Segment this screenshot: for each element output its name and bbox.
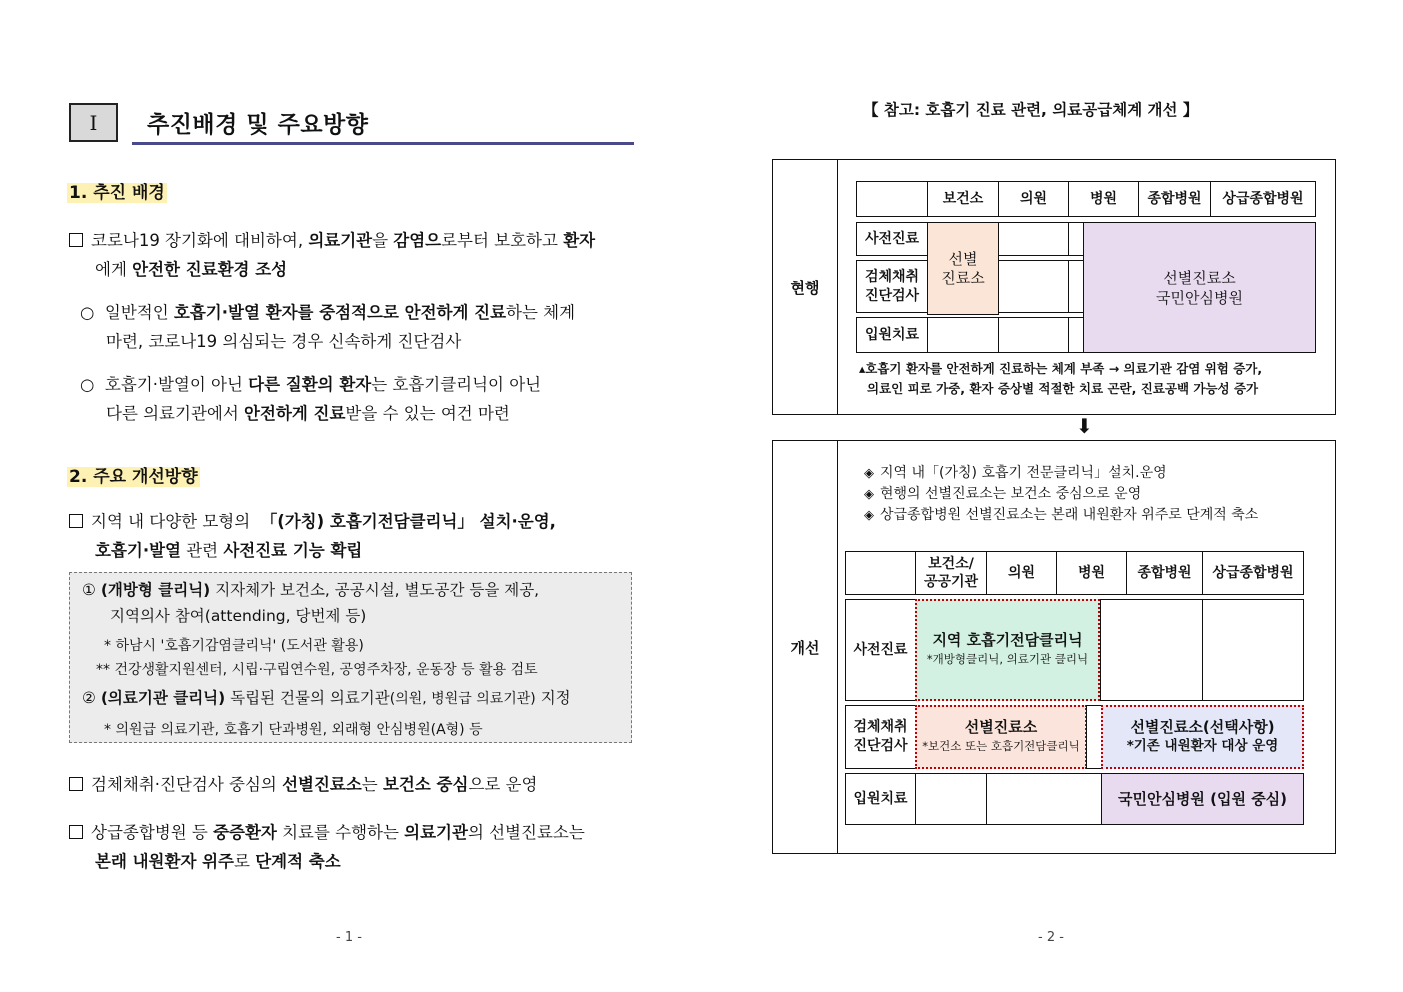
paragraph-line — [80, 298, 640, 327]
paragraph-line — [69, 536, 639, 565]
paragraph-line — [69, 847, 639, 876]
diamond-bullet-icon: ◈ — [864, 466, 874, 481]
current-system-panel — [772, 159, 1336, 415]
empty-cell — [998, 260, 1069, 313]
screening-optional-title: 선별진료소(선택사항) — [1130, 718, 1275, 736]
text-span: 일반적인 — [104, 303, 169, 322]
empty-cell — [927, 317, 999, 353]
text-bold: 단계적 축소 — [255, 852, 341, 871]
screening-public-cell — [915, 705, 1087, 769]
safe-hospital-cell: 국민안심병원 (입원 중심) — [1101, 773, 1304, 825]
text-bold: 안전한 진료환경 조성 — [132, 260, 288, 279]
checkbox-square-icon — [69, 777, 83, 791]
diamond-bullet-icon: ◈ — [864, 508, 874, 523]
screening-optional-cell — [1101, 705, 1304, 769]
note-item-2 — [82, 685, 571, 712]
checkbox-square-icon — [69, 514, 83, 528]
text-span: 로부터 보호하고 — [441, 231, 558, 250]
text-span: 상급종합병원 선별진료소는 본래 내원환자 위주로 단계적 축소 — [880, 507, 1259, 523]
empty-cell — [998, 317, 1069, 353]
corner-cell — [845, 551, 916, 595]
text-span: 받을 수 있는 여건 마련 — [345, 404, 510, 423]
problem-note-line: ▴호흡기 환자를 안전하게 진료하는 체계 부족 → 의료기관 감염 위험 증가, — [859, 361, 1263, 376]
column-header: 보건소/ 공공기관 — [915, 551, 987, 595]
column-header: 종합병원 — [1126, 551, 1203, 595]
row-header: 검체채취 진단검사 — [856, 260, 928, 313]
footnote-2: ** 건강생활지원센터, 시립·구립연수원, 공영주차장, 운동장 등 활용 검토 — [96, 662, 538, 678]
improved-system-panel — [772, 440, 1336, 854]
problem-note — [859, 359, 1262, 399]
clinic-subtitle: *개방형클리닉, 의료기관 클리닉 — [926, 652, 1089, 666]
footnote-3: * 의원급 의료기관, 호흡기 단과병원, 외래형 안심병원(A형) 등 — [104, 722, 483, 738]
screening-clinic-cell: 선별 진료소 — [927, 222, 999, 315]
paragraph-line — [80, 370, 640, 399]
paragraph-line — [69, 770, 639, 799]
row-header: 사전진료 — [845, 599, 916, 701]
row-header: 사전진료 — [856, 222, 928, 256]
empty-cell — [1100, 599, 1203, 701]
column-header: 의원 — [998, 181, 1069, 217]
clinic-title: 지역 호흡기전담클리닉 — [932, 631, 1083, 649]
text-span: 지자체가 보건소, 공공시설, 별도공간 등을 제공, — [215, 581, 540, 599]
reference-title: 【 참고: 호흡기 진료 관련, 의료공급체계 개선 】 — [863, 101, 1199, 119]
text-span: 현행의 선별진료소는 보건소 중심으로 운영 — [880, 486, 1142, 502]
text-span: 으로 운영 — [468, 775, 538, 794]
paragraph-line — [69, 255, 639, 284]
text-span: 로 — [234, 852, 250, 871]
bullet-line — [864, 505, 1258, 526]
empty-cell — [1068, 260, 1084, 313]
bullet-line — [864, 484, 1258, 505]
page-title: 추진배경 및 주요방향 — [147, 112, 369, 138]
column-header: 병원 — [1068, 181, 1139, 217]
paragraph-line — [80, 399, 640, 428]
text-span: 지역 내 다양한 모형의 — [91, 512, 251, 531]
text-bold: 중증환자 — [213, 823, 277, 842]
column-header: 종합병원 — [1138, 181, 1211, 217]
text-bold: 호흡기·발열 환자를 중점적으로 안전하게 진료 — [173, 303, 507, 322]
empty-cell — [998, 222, 1069, 256]
text-bold: 보건소 중심 — [382, 775, 469, 794]
empty-cell — [1068, 317, 1084, 353]
text-bold: 선별진료소 — [282, 775, 362, 794]
text-bold: 감염으 — [393, 231, 442, 250]
screening-public-subtitle: *보건소 또는 호흡기전담클리닉 — [922, 739, 1080, 753]
circle-bullet-icon: ○ — [80, 303, 95, 322]
screening-safe-hospital-cell: 선별진료소 국민안심병원 — [1083, 222, 1316, 353]
text-span: 는 호흡기클리닉이 아닌 — [371, 375, 542, 394]
text-bold: 다른 질환의 환자 — [248, 375, 372, 394]
text-span: 다른 의료기관에서 — [106, 404, 239, 423]
bullet-item-1 — [80, 298, 640, 356]
text-bold: 안전하게 진료 — [244, 404, 346, 423]
note-item-1-line2: 지역의사 참여(attending, 당번제 등) — [110, 607, 367, 625]
column-header: 상급종합병원 — [1202, 551, 1304, 595]
paragraph-screening — [69, 770, 639, 799]
paragraph-line: 마련, 코로나19 의심되는 경우 신속하게 진단검사 — [106, 332, 462, 351]
text-span: 지역 내「(가칭) 호흡기 전문클리닉」설치.운영 — [880, 465, 1167, 481]
text-bold: (개방형 클리닉) — [100, 581, 211, 599]
chapter-number: I — [89, 110, 98, 135]
improvement-bullets — [864, 463, 1258, 526]
text-span: 검체채취·진단검사 중심의 — [91, 775, 277, 794]
paragraph-background — [69, 226, 639, 284]
detail-note-box — [69, 572, 632, 743]
page-number-left: - 1 - — [336, 930, 362, 945]
paragraph-line — [69, 226, 639, 255]
screening-public-title: 선별진료소 — [964, 718, 1038, 736]
empty-cell — [1202, 599, 1304, 701]
paragraph-direction — [69, 507, 639, 565]
text-bold: 「(가칭) 호흡기전담클리닉」 설치·운영, — [260, 512, 556, 531]
text-span: 코로나19 장기화에 대비하여, — [91, 231, 304, 250]
text-span: 독립된 건물의 의료기관 — [230, 689, 390, 707]
column-header: 의원 — [986, 551, 1057, 595]
row-header: 검체채취 진단검사 — [845, 705, 916, 769]
text-bold: 의료기관 — [404, 823, 468, 842]
current-label: 현행 — [773, 160, 838, 414]
corner-cell — [856, 181, 928, 217]
section-heading-1-text: 1. 추진 배경 — [69, 183, 165, 203]
row-header: 입원치료 — [856, 317, 928, 353]
text-span: 상급종합병원 등 — [91, 823, 208, 842]
text-bold: 호흡기·발열 — [95, 541, 181, 560]
column-header: 병원 — [1056, 551, 1127, 595]
bullet-line — [864, 463, 1258, 484]
column-header: 상급종합병원 — [1210, 181, 1316, 217]
diamond-bullet-icon: ◈ — [864, 487, 874, 502]
empty-cell — [1086, 705, 1102, 769]
paragraph-line — [69, 507, 639, 536]
empty-cell — [915, 773, 987, 825]
text-span: 지정 — [540, 689, 571, 707]
text-bold: (의료기관 클리닉) — [100, 689, 226, 707]
screening-optional-subtitle: *기존 내원환자 대상 운영 — [1126, 738, 1279, 754]
footnote-1: * 하남시 '호흡기감염클리닉' (도서관 활용) — [104, 638, 364, 654]
text-span: 치료를 수행하는 — [282, 823, 399, 842]
respiratory-clinic-cell — [915, 599, 1100, 701]
checkbox-square-icon — [69, 825, 83, 839]
checkbox-square-icon — [69, 233, 83, 247]
circled-number: ① — [82, 581, 96, 599]
circled-number: ② — [82, 689, 96, 707]
text-span: 의 선별진료소는 — [467, 823, 585, 842]
note-item-1 — [82, 577, 539, 603]
text-span: 하는 체계 — [506, 303, 576, 322]
row-header: 입원치료 — [845, 773, 916, 825]
text-bold: 의료기관 — [308, 231, 373, 250]
text-span: 관련 — [186, 541, 219, 560]
empty-cell — [986, 773, 1102, 825]
text-span: 호흡기·발열이 아닌 — [104, 375, 243, 394]
title-underline — [132, 142, 634, 145]
improved-label: 개선 — [773, 441, 838, 853]
text-bold: 본래 내원환자 위주 — [95, 852, 235, 871]
problem-note-line: 의료인 피로 가중, 환자 증상별 적절한 치료 곤란, 진료공백 가능성 증가 — [867, 381, 1259, 396]
text-span: 을 — [372, 231, 389, 250]
paragraph-tertiary — [69, 818, 639, 876]
text-bold: 환자 — [563, 231, 596, 250]
section-heading-1 — [67, 178, 167, 203]
text-span: 는 — [361, 775, 378, 794]
section-heading-2-text: 2. 주요 개선방향 — [69, 467, 198, 487]
text-span: (의원, 병원급 의료기관) — [389, 691, 536, 707]
chapter-number-box — [69, 103, 118, 142]
text-bold: 사전진료 기능 확립 — [223, 541, 363, 560]
text-span: 에게 — [95, 260, 127, 279]
page-number-right: - 2 - — [1038, 930, 1064, 945]
section-heading-2 — [67, 462, 200, 487]
circle-bullet-icon: ○ — [80, 375, 95, 394]
empty-cell — [1068, 222, 1084, 256]
paragraph-line — [69, 818, 639, 847]
column-header: 보건소 — [927, 181, 999, 217]
down-arrow-icon: ⬇ — [1076, 414, 1093, 438]
bullet-item-2 — [80, 370, 640, 428]
